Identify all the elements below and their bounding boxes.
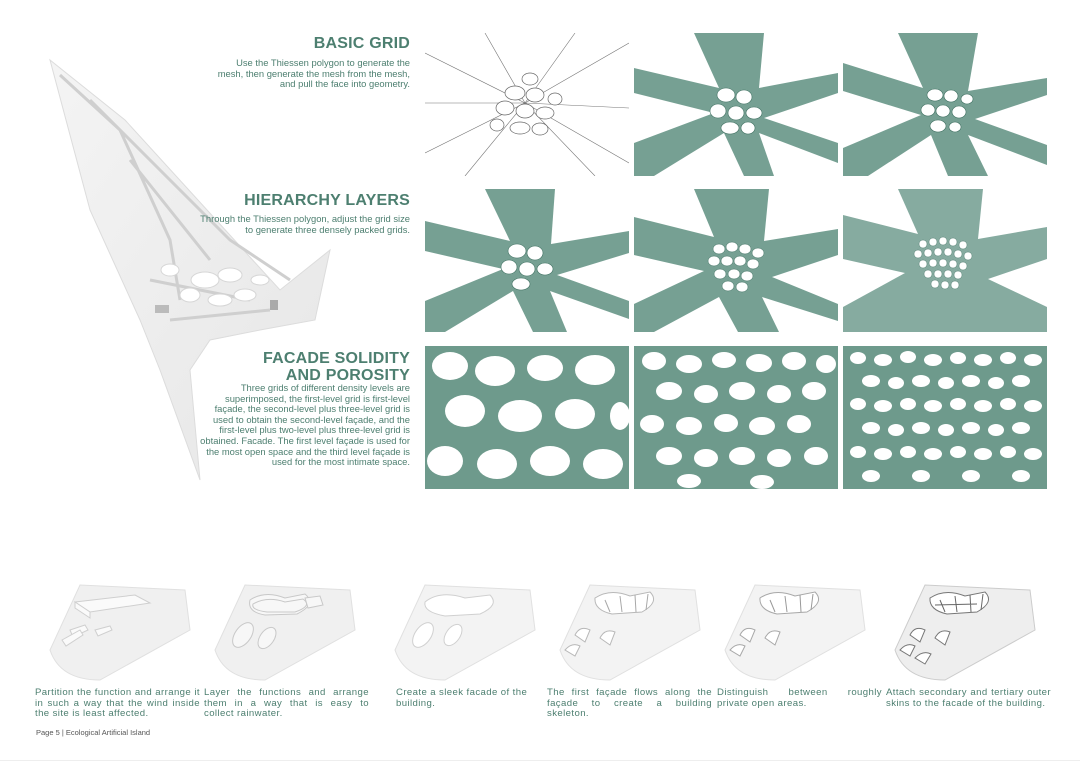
mesh-drawing [634, 189, 838, 332]
step-5-private-areas-diagram [715, 570, 875, 685]
step-3-facade-diagram [385, 570, 545, 685]
step-6-outer-skin-diagram [885, 570, 1045, 685]
mesh-drawing [843, 189, 1047, 332]
mesh-panel-basic-1 [425, 33, 629, 176]
section-desc-facade-solidity: Three grids of different density levels are superimposed, the first-level grid is first-level façade, the second-level plus three-level grid is used to obtain the second-level façade, and the first-level plus two-level plus three-level grid is obtained. Facade. The first level façade is used for the most open space and the third level façade is used for the most intimate space. [200, 382, 410, 468]
step-2-layering-diagram [205, 570, 365, 685]
step-1-massing-diagram [40, 570, 200, 685]
mesh-panel-basic-3 [843, 33, 1047, 176]
section-title-line: FACADE SOLIDITY [262, 350, 410, 367]
mesh-drawing [843, 346, 1047, 489]
section-title-line: HIERARCHY LAYERS [244, 192, 410, 209]
step-1-caption: Partition the function and arrange it in such a way that the wind inside the site is least affected. [35, 687, 200, 720]
mesh-drawing [634, 346, 838, 489]
mesh-panel-facade-2 [634, 346, 838, 489]
mesh-panel-hierarchy-2 [634, 189, 838, 332]
mesh-panel-facade-3 [843, 346, 1047, 489]
page-footer: Page 5 | Ecological Artificial Island [36, 728, 151, 737]
mesh-panel-facade-1 [425, 346, 629, 489]
section-title-line: AND POROSITY [285, 367, 410, 384]
section-title-hierarchy-layers [200, 192, 410, 209]
mesh-drawing [425, 189, 629, 332]
step-6-caption: Attach secondary and tertiary outer skins to the facade of the building. [886, 687, 1051, 709]
mesh-drawing [634, 33, 838, 176]
mesh-panel-basic-2 [634, 33, 838, 176]
step-3-caption: Create a sleek facade of the building. [396, 687, 528, 709]
section-title-facade-solidity [210, 350, 410, 384]
step-2-caption: Layer the functions and arrange them in a way that is easy to collect rainwater. [204, 687, 369, 720]
mesh-drawing [425, 33, 629, 176]
mesh-panel-hierarchy-3 [843, 189, 1047, 332]
section-desc-basic-grid: Use the Thiessen polygon to generate the mesh, then generate the mesh from the mesh, and pull the face into geometry. [217, 57, 410, 90]
section-title-basic-grid [230, 35, 410, 52]
section-title-line: BASIC GRID [313, 35, 410, 52]
mesh-drawing [425, 346, 629, 489]
step-4-caption: The first façade flows along the façade to create a building skeleton. [547, 687, 712, 720]
section-desc-hierarchy-layers: Through the Thiessen polygon, adjust the grid size to generate three densely packed grids. [200, 213, 410, 235]
step-4-skeleton-diagram [550, 570, 710, 685]
mesh-panel-hierarchy-1 [425, 189, 629, 332]
mesh-drawing [843, 33, 1047, 176]
bottom-divider [0, 760, 1080, 761]
step-5-caption: Distinguish between roughly private open areas. [717, 687, 882, 709]
